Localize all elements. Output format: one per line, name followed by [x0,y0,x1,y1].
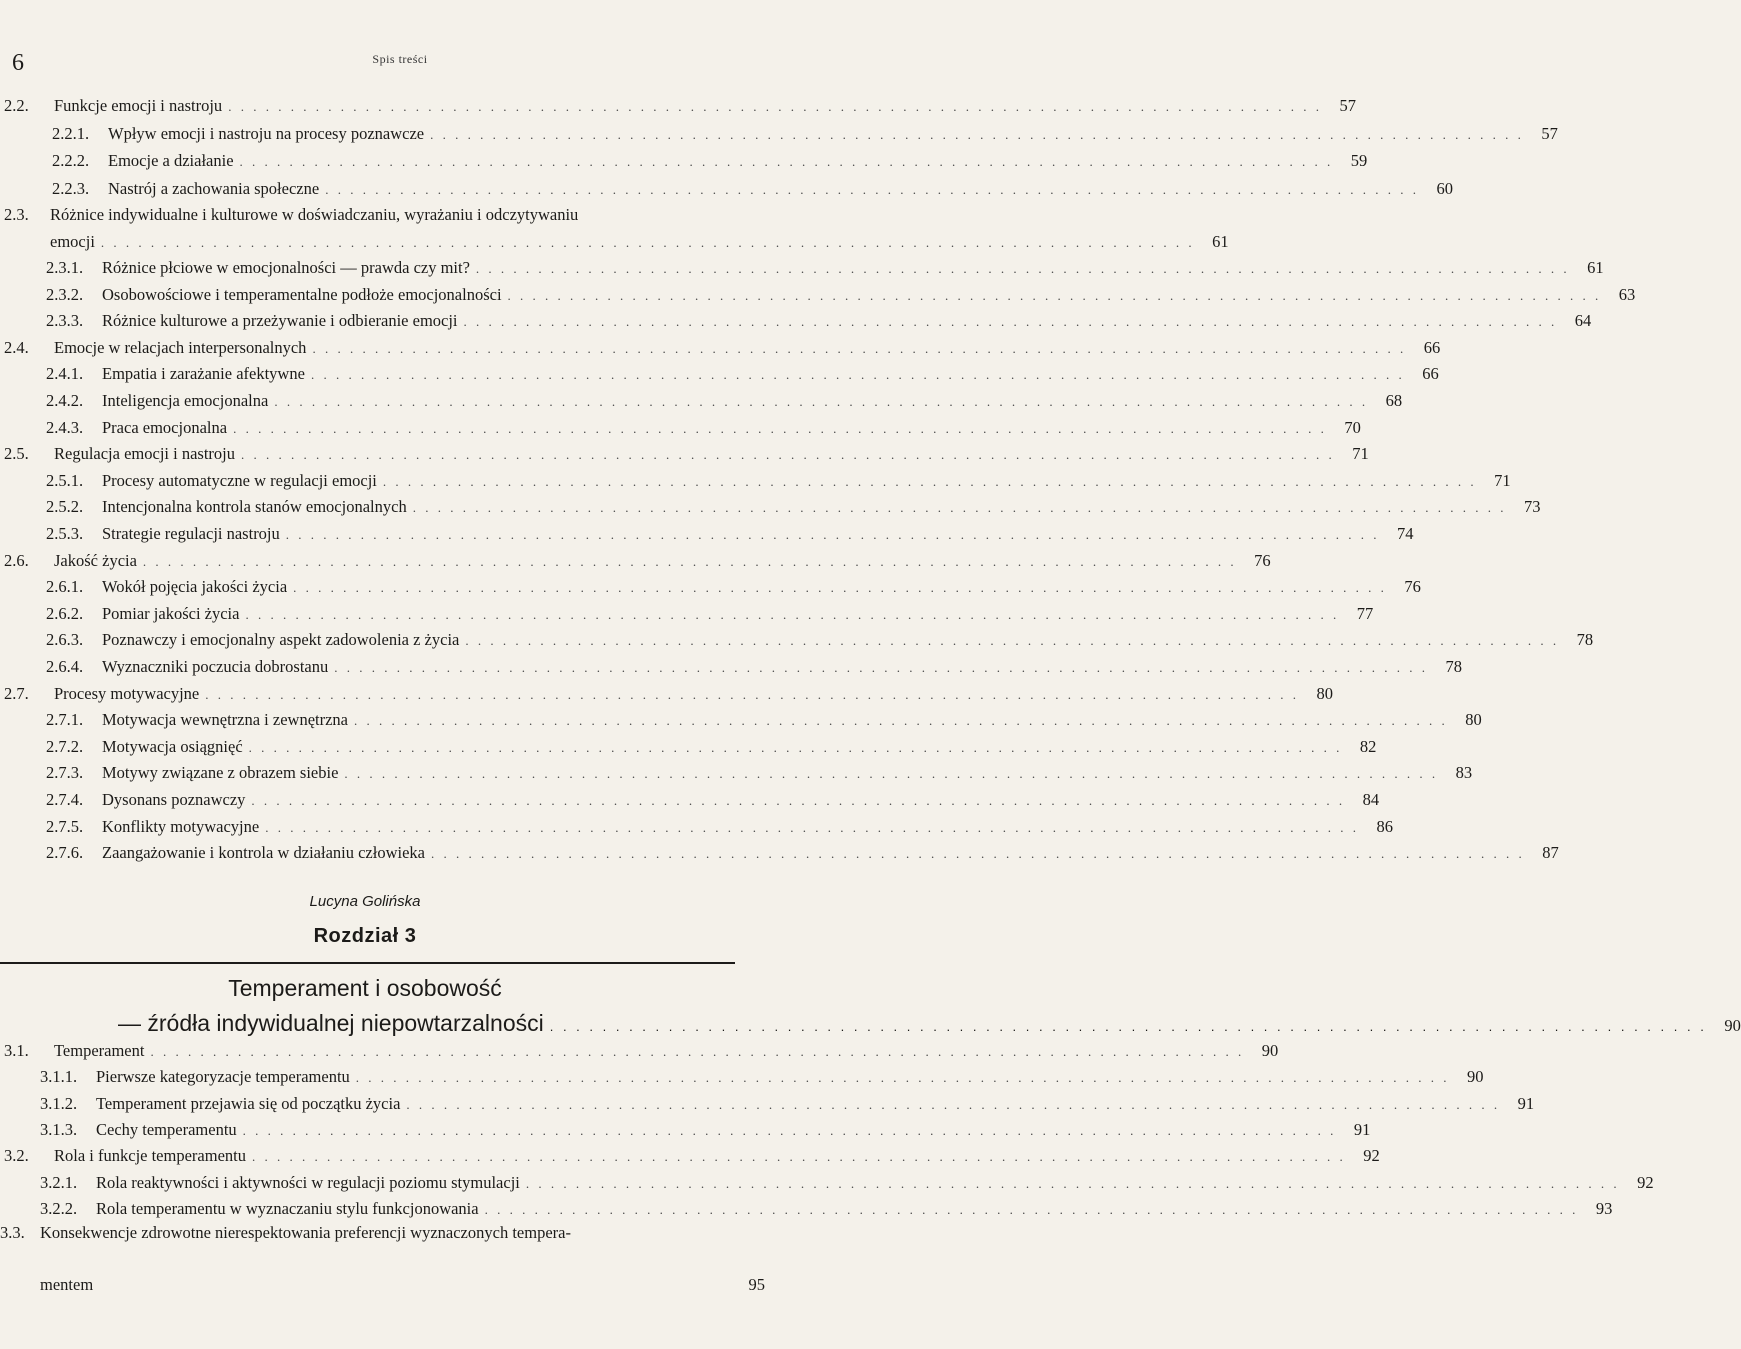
leader-dots: . . . . . . . . . . . . . . . . . . . . . . . . . . . . . . . . . . . . . . . . . . . . . . . . . . . . . . . . . . . . . . . . . . . . . . . . . . . . . . . . . . . . . . . . [406,1096,1501,1112]
leader-dots: . . . . . . . . . . . . . . . . . . . . . . . . . . . . . . . . . . . . . . . . . . . . . . . . . . . . . . . . . . . . . . . . . . . . . . . . . . . . . . . . . . . . . . . . [549,1019,1707,1034]
toc-entry-page: 68 [1385,391,1403,410]
toc-entry-number: 2.3. [4,205,29,224]
toc-entry-number: 2.7.5. [46,816,84,836]
leader-dots: . . . . . . . . . . . . . . . . . . . . . . . . . . . . . . . . . . . . . . . . . . . . . . . . . . . . . . . . . . . . . . . . . . . . . . . . . . . . . . . . . . . . . . . . [242,1122,1337,1138]
toc-entry-title: Emocje a działanie [108,151,234,170]
toc-entry-page: 71 [1352,444,1369,464]
toc-entry-title-line2: mentem [40,1275,94,1294]
toc-entry [0,1041,1279,1067]
toc-entry [46,524,1414,550]
toc-entry-number: 2.6. [4,550,29,570]
toc-entry-title: Temperament [54,1041,145,1060]
toc-entry [46,311,1592,337]
toc-entry [46,417,1361,444]
toc-entry-page: 78 [1576,630,1594,650]
toc-entry [46,630,1594,656]
toc-entry-title: Cechy temperamentu [96,1119,237,1139]
chapter-rule [0,962,735,964]
toc-entry-number: 3.1. [4,1041,29,1060]
toc-entry [46,364,1439,390]
leader-dots: . . . . . . . . . . . . . . . . . . . . . . . . . . . . . . . . . . . . . . . . . . . . . . . . . . . . . . . . . . . . . . . . . . . . . . . . . . . . . . . . . . . . . . . . [228,99,1322,114]
leader-dots: . . . . . . . . . . . . . . . . . . . . . . . . . . . . . . . . . . . . . . . . . . . . . . . . . . . . . . . . . . . . . . . . . . . . . . . . . . . . . . . . . . . . . . . . [463,314,1558,330]
toc-entry [52,178,1453,205]
toc-entry [46,497,1541,523]
leader-dots: . . . . . . . . . . . . . . . . . . . . . . . . . . . . . . . . . . . . . . . . . . . . . . . . . . . . . . . . . . . . . . . . . . . . . . . . . . . . . . . . . . . . . . . . [274,394,1369,409]
toc-entry-number: 2.2.2. [52,151,90,170]
toc-entry-page: 66 [1423,337,1441,357]
toc-entry-number: 2.7.4. [46,790,84,809]
toc-entry-title: Rola i funkcje temperamentu [54,1146,246,1166]
toc-entry-page: 76 [1254,550,1271,570]
toc-entry-title: Empatia i zarażanie afektywne [102,364,305,384]
toc-entry [46,284,1636,311]
toc-entry-page: 95 [748,1275,765,1294]
toc-entry-page: 90 [1467,1067,1484,1087]
leader-dots: . . . . . . . . . . . . . . . . . . . . . . . . . . . . . . . . . . . . . . . . . . . . . . . . . . . . . . . . . . . . . . . . . . . . . . . . . . . . . . . . . . . . . . . . [475,261,1570,276]
toc-entry-page: 59 [1350,151,1368,170]
toc-entry [46,843,1559,869]
toc-entry-number: 2.4.1. [46,364,84,384]
leader-dots: . . . . . . . . . . . . . . . . . . . . . . . . . . . . . . . . . . . . . . . . . . . . . . . . . . . . . . . . . . . . . . . . . . . . . . . . . . . . . . . . . . . . . . . . [484,1201,1579,1217]
leader-dots: . . . . . . . . . . . . . . . . . . . . . . . . . . . . . . . . . . . . . . . . . . . . . . . . . . . . . . . . . . . . . . . . . . . . . . . . . . . . . . . . . . . . . . . . [248,739,1343,755]
toc-entry [46,577,1421,603]
toc-entry-title: Praca emocjonalna [102,417,228,437]
toc-entry [40,1172,1654,1199]
toc-entry-page: 66 [1422,364,1439,384]
toc-entry-title: Temperament przejawia się od początku życia [96,1093,401,1113]
leader-dots: . . . . . . . . . . . . . . . . . . . . . . . . . . . . . . . . . . . . . . . . . . . . . . . . . . . . . . . . . . . . . . . . . . . . . . . . . . . . . . . . . . . . . . . . [334,660,1428,675]
toc-entry-page: 87 [1542,843,1559,863]
toc-entry-title: Wpływ emocji i nastroju na procesy poznawcze [108,123,425,143]
leader-dots: . . . . . . . . . . . . . . . . . . . . . . . . . . . . . . . . . . . . . . . . . . . . . . . . . . . . . . . . . . . . . . . . . . . . . . . . . . . . . . . . . . . . . . . . [430,126,1524,142]
leader-dots: . . . . . . . . . . . . . . . . . . . . . . . . . . . . . . . . . . . . . . . . . . . . . . . . . . . . . . . . . . . . . . . . . . . . . . . . . . . . . . . . . . . . . . . . [205,686,1300,702]
toc-entry-title: Intencjonalna kontrola stanów emocjonalnych [102,497,407,517]
toc-entry-number: 3.1.1. [40,1067,78,1087]
toc-entry-number: 2.5.3. [46,524,84,543]
toc-entry-title-line2: emocji [50,232,95,251]
toc-entry-page: 90 [1261,1041,1279,1060]
toc-entry-page: 84 [1362,790,1380,809]
toc-entry [40,1198,1613,1225]
toc-entry-number: 2.2. [4,96,29,115]
toc-entry-number: 2.6.4. [46,657,84,676]
chapter-label: Rozdział 3 [313,925,417,947]
chapter-title-line1: Temperament i osobowość [228,975,502,1001]
toc-entry-title: Inteligencja emocjonalna [102,391,269,410]
toc-entry-number: 2.7.3. [46,763,84,783]
toc-entry [0,444,1369,470]
toc-entry-number: 3.1.3. [40,1119,78,1139]
toc-entry [0,96,1356,122]
toc-entry-page: 78 [1445,657,1462,676]
toc-entry [46,391,1403,417]
toc-entry [46,710,1482,736]
toc-entry-page: 73 [1523,497,1541,517]
toc-entry [0,683,1334,710]
toc-entry-page: 92 [1637,1172,1654,1192]
toc-entry-title: Różnice płciowe w emocjonalności — prawda czy mit? [102,258,470,277]
leader-dots: . . . . . . . . . . . . . . . . . . . . . . . . . . . . . . . . . . . . . . . . . . . . . . . . . . . . . . . . . . . . . . . . . . . . . . . . . . . . . . . . . . . . . . . . [355,1070,1450,1086]
toc-entry-page: 64 [1574,311,1592,331]
leader-dots: . . . . . . . . . . . . . . . . . . . . . . . . . . . . . . . . . . . . . . . . . . . . . . . . . . . . . . . . . . . . . . . . . . . . . . . . . . . . . . . . . . . . . . . . [430,846,1525,862]
leader-dots: . . . . . . . . . . . . . . . . . . . . . . . . . . . . . . . . . . . . . . . . . . . . . . . . . . . . . . . . . . . . . . . . . . . . . . . . . . . . . . . . . . . . . . . . [150,1044,1245,1059]
toc-entry-page: 77 [1356,603,1374,623]
toc-entry-title: Funkcje emocji i nastroju [54,96,223,115]
toc-entry-page: 80 [1316,683,1334,703]
toc-entry-number: 2.3.1. [46,258,84,277]
toc-entry-title: Osobowościowe i temperamentalne podłoże emocjonalności [102,284,502,304]
toc-entry-title: Konflikty motywacyjne [102,816,260,836]
toc-entry [40,1067,1484,1093]
toc-entry [46,763,1473,789]
toc-entry [46,736,1377,763]
toc-entry-number: 2.2.1. [52,123,90,143]
toc-entry [0,337,1441,364]
toc-entry-page: 71 [1494,470,1511,490]
leader-dots: . . . . . . . . . . . . . . . . . . . . . . . . . . . . . . . . . . . . . . . . . . . . . . . . . . . . . . . . . . . . . . . . . . . . . . . . . . . . . . . . . . . . . . . . [265,819,1359,835]
leader-dots: . . . . . . . . . . . . . . . . . . . . . . . . . . . . . . . . . . . . . . . . . . . . . . . . . . . . . . . . . . . . . . . . . . . . . . . . . . . . . . . . . . . . . . . . [251,1149,1346,1165]
toc-entry-page: 82 [1359,736,1377,756]
toc-entry-title: Zaangażowanie i kontrola w działaniu człowieka [102,843,425,863]
toc-entry-title: Motywacja osiągnięć [102,736,243,756]
leader-dots: . . . . . . . . . . . . . . . . . . . . . . . . . . . . . . . . . . . . . . . . . . . . . . . . . . . . . . . . . . . . . . . . . . . . . . . . . . . . . . . . . . . . . . . . [465,633,1560,649]
leader-dots: . . . . . . . . . . . . . . . . . . . . . . . . . . . . . . . . . . . . . . . . . . . . . . . . . . . . . . . . . . . . . . . . . . . . . . . . . . . . . . . . . . . . . . . . [245,606,1340,622]
toc-entry-page: 91 [1517,1093,1535,1113]
toc-entry-number: 2.4.3. [46,417,84,437]
toc-entry [0,550,1271,577]
leader-dots: . . . . . . . . . . . . . . . . . . . . . . . . . . . . . . . . . . . . . . . . . . . . . . . . . . . . . . . . . . . . . . . . . . . . . . . . . . . . . . . . . . . . . . . . [100,235,1195,250]
leader-dots: . . . . . . . . . . . . . . . . . . . . . . . . . . . . . . . . . . . . . . . . . . . . . . . . . . . . . . . . . . . . . . . . . . . . . . . . . . . . . . . . . . . . . . . . [251,793,1346,808]
toc-entry [40,1119,1371,1146]
toc-entry-title: Rola temperamentu w wyznaczaniu stylu funkcjonowania [96,1198,479,1218]
toc-entry-page: 60 [1436,178,1453,198]
leader-dots: . . . . . . . . . . . . . . . . . . . . . . . . . . . . . . . . . . . . . . . . . . . . . . . . . . . . . . . . . . . . . . . . . . . . . . . . . . . . . . . . . . . . . . . . [239,154,1334,169]
toc-entry-number: 3.2.2. [40,1198,78,1218]
toc-entry-title: Dysonans poznawczy [102,790,246,809]
chapter-title-line2: — źródła indywidualnej niepowtarzalności [118,1010,544,1036]
toc-entry-number: 2.7.2. [46,736,84,756]
toc-entry-number: 2.6.1. [46,577,84,597]
leader-dots: . . . . . . . . . . . . . . . . . . . . . . . . . . . . . . . . . . . . . . . . . . . . . . . . . . . . . . . . . . . . . . . . . . . . . . . . . . . . . . . . . . . . . . . . [285,527,1380,542]
toc-entry-title-line1: Konsekwencje zdrowotne nierespektowania preferencji wyznaczonych tempera- [40,1223,571,1242]
toc-entry-title: Nastrój a zachowania społeczne [108,178,320,198]
leader-dots: . . . . . . . . . . . . . . . . . . . . . . . . . . . . . . . . . . . . . . . . . . . . . . . . . . . . . . . . . . . . . . . . . . . . . . . . . . . . . . . . . . . . . . . . [310,367,1405,383]
toc-entry-title: Wyznaczniki poczucia dobrostanu [102,657,329,676]
toc-entry [46,816,1393,843]
leader-dots: . . . . . . . . . . . . . . . . . . . . . . . . . . . . . . . . . . . . . . . . . . . . . . . . . . . . . . . . . . . . . . . . . . . . . . . . . . . . . . . . . . . . . . . . [525,1175,1620,1191]
toc-entry-title: Motywy związane z obrazem siebie [102,763,339,783]
toc-entry-title: Regulacja emocji i nastroju [54,444,235,464]
chapter-author: Lucyna Golińska [309,893,421,910]
toc-entry-page: 86 [1376,816,1393,836]
leader-dots: . . . . . . . . . . . . . . . . . . . . . . . . . . . . . . . . . . . . . . . . . . . . . . . . . . . . . . . . . . . . . . . . . . . . . . . . . . . . . . . . . . . . . . . . [344,766,1439,782]
toc-entry [46,603,1374,630]
toc-entry-page: 93 [1595,1198,1613,1218]
leader-dots: . . . . . . . . . . . . . . . . . . . . . . . . . . . . . . . . . . . . . . . . . . . . . . . . . . . . . . . . . . . . . . . . . . . . . . . . . . . . . . . . . . . . . . . . [507,287,1602,303]
toc-entry-title: Motywacja wewnętrzna i zewnętrzna [102,710,349,730]
toc-entry-number: 3.2.1. [40,1172,78,1192]
chapter-title-line2-row [118,1010,1741,1037]
leader-dots: . . . . . . . . . . . . . . . . . . . . . . . . . . . . . . . . . . . . . . . . . . . . . . . . . . . . . . . . . . . . . . . . . . . . . . . . . . . . . . . . . . . . . . . . [382,473,1477,489]
leader-dots: . . . . . . . . . . . . . . . . . . . . . . . . . . . . . . . . . . . . . . . . . . . . . . . . . . . . . . . . . . . . . . . . . . . . . . . . . . . . . . . . . . . . . . . . [293,580,1387,596]
toc-entry-number: 2.5. [4,444,29,464]
toc-entry-page: 92 [1363,1146,1380,1166]
toc-entry-number: 2.6.2. [46,603,84,623]
toc-entry-title: Emocje w relacjach interpersonalnych [54,337,307,357]
toc-entry-page: 70 [1344,417,1361,437]
toc-entry-number: 3.2. [4,1146,29,1166]
toc-entry-number: 2.4.2. [46,391,84,410]
leader-dots: . . . . . . . . . . . . . . . . . . . . . . . . . . . . . . . . . . . . . . . . . . . . . . . . . . . . . . . . . . . . . . . . . . . . . . . . . . . . . . . . . . . . . . . . [233,420,1327,436]
toc-entry-page: 83 [1455,763,1473,783]
page-number: 6 [12,50,24,76]
toc-entry-title: Jakość życia [54,550,137,570]
leader-dots: . . . . . . . . . . . . . . . . . . . . . . . . . . . . . . . . . . . . . . . . . . . . . . . . . . . . . . . . . . . . . . . . . . . . . . . . . . . . . . . . . . . . . . . . [142,553,1237,569]
running-head: Spis treści [372,52,428,66]
toc-entry-number: 2.3.3. [46,311,84,331]
toc-entry-title: Procesy motywacyjne [54,683,200,703]
toc-entry [46,657,1462,683]
toc-entry [0,1146,1380,1172]
toc-entry [52,151,1368,177]
toc-entry [46,258,1604,284]
toc-entry-page: 63 [1618,284,1636,304]
toc-entry-number: 2.4. [4,337,29,357]
toc-entry [52,123,1558,150]
toc-entry-title: Procesy automatyczne w regulacji emocji [102,470,377,490]
toc-entry-title: Pomiar jakości życia [102,603,240,623]
leader-dots: . . . . . . . . . . . . . . . . . . . . . . . . . . . . . . . . . . . . . . . . . . . . . . . . . . . . . . . . . . . . . . . . . . . . . . . . . . . . . . . . . . . . . . . . [312,340,1407,356]
toc-entry-number: 2.7.6. [46,843,84,863]
toc-entry-page: 61 [1587,258,1604,277]
toc-entry-title: Poznawczy i emocjonalny aspekt zadowolenia z życia [102,630,460,650]
toc-entry [40,1093,1535,1120]
leader-dots: . . . . . . . . . . . . . . . . . . . . . . . . . . . . . . . . . . . . . . . . . . . . . . . . . . . . . . . . . . . . . . . . . . . . . . . . . . . . . . . . . . . . . . . . [354,713,1448,729]
toc-entry-page: 57 [1541,123,1558,143]
toc-entry-number: 2.5.2. [46,497,84,517]
toc-entry-title: Wokół pojęcia jakości życia [102,577,288,597]
chapter-page: 90 [1724,1016,1741,1035]
toc-entry-number: 2.5.1. [46,470,84,490]
toc-entry-number: 2.6.3. [46,630,84,650]
toc-entry [46,470,1511,497]
leader-dots: . . . . . . . . . . . . . . . . . . . . . . . . . . . . . . . . . . . . . . . . . . . . . . . . . . . . . . . . . . . . . . . . . . . . . . . . . . . . . . . . . . . . . . . . [240,447,1335,463]
toc-entry-number: 3.1.2. [40,1093,78,1113]
toc-entry-title-line1: Różnice indywidualne i kulturowe w doświadczaniu, wyrażaniu i odczytywaniu [50,205,579,224]
toc-entry-page: 57 [1339,96,1356,115]
toc-entry-title: Rola reaktywności i aktywności w regulacji poziomu stymulacji [96,1172,520,1192]
toc-entry-number: 3.3. [0,1223,25,1242]
toc-entry [46,790,1380,816]
toc-entry-number: 2.3.2. [46,284,84,304]
toc-entry-title: Różnice kulturowe a przeżywanie i odbieranie emocji [102,311,458,331]
toc-entry-page: 74 [1397,524,1414,543]
toc-entry-page: 91 [1353,1119,1371,1139]
toc-entry-number: 2.7.1. [46,710,84,730]
leader-dots: . . . . . . . . . . . . . . . . . . . . . . . . . . . . . . . . . . . . . . . . . . . . . . . . . . . . . . . . . . . . . . . . . . . . . . . . . . . . . . . . . . . . . . . . [412,500,1507,516]
toc-entry-page: 80 [1465,710,1482,730]
toc-entry-title: Pierwsze kategoryzacje temperamentu [96,1067,350,1087]
toc-entry-number: 2.7. [4,683,29,703]
toc-entry-number: 2.2.3. [52,178,90,198]
leader-dots: . . . . . . . . . . . . . . . . . . . . . . . . . . . . . . . . . . . . . . . . . . . . . . . . . . . . . . . . . . . . . . . . . . . . . . . . . . . . . . . . . . . . . . . . [325,181,1419,197]
toc-entry-title: Strategie regulacji nastroju [102,524,280,543]
toc-entry-page: 76 [1404,577,1421,597]
toc-entry-page: 61 [1212,232,1229,251]
